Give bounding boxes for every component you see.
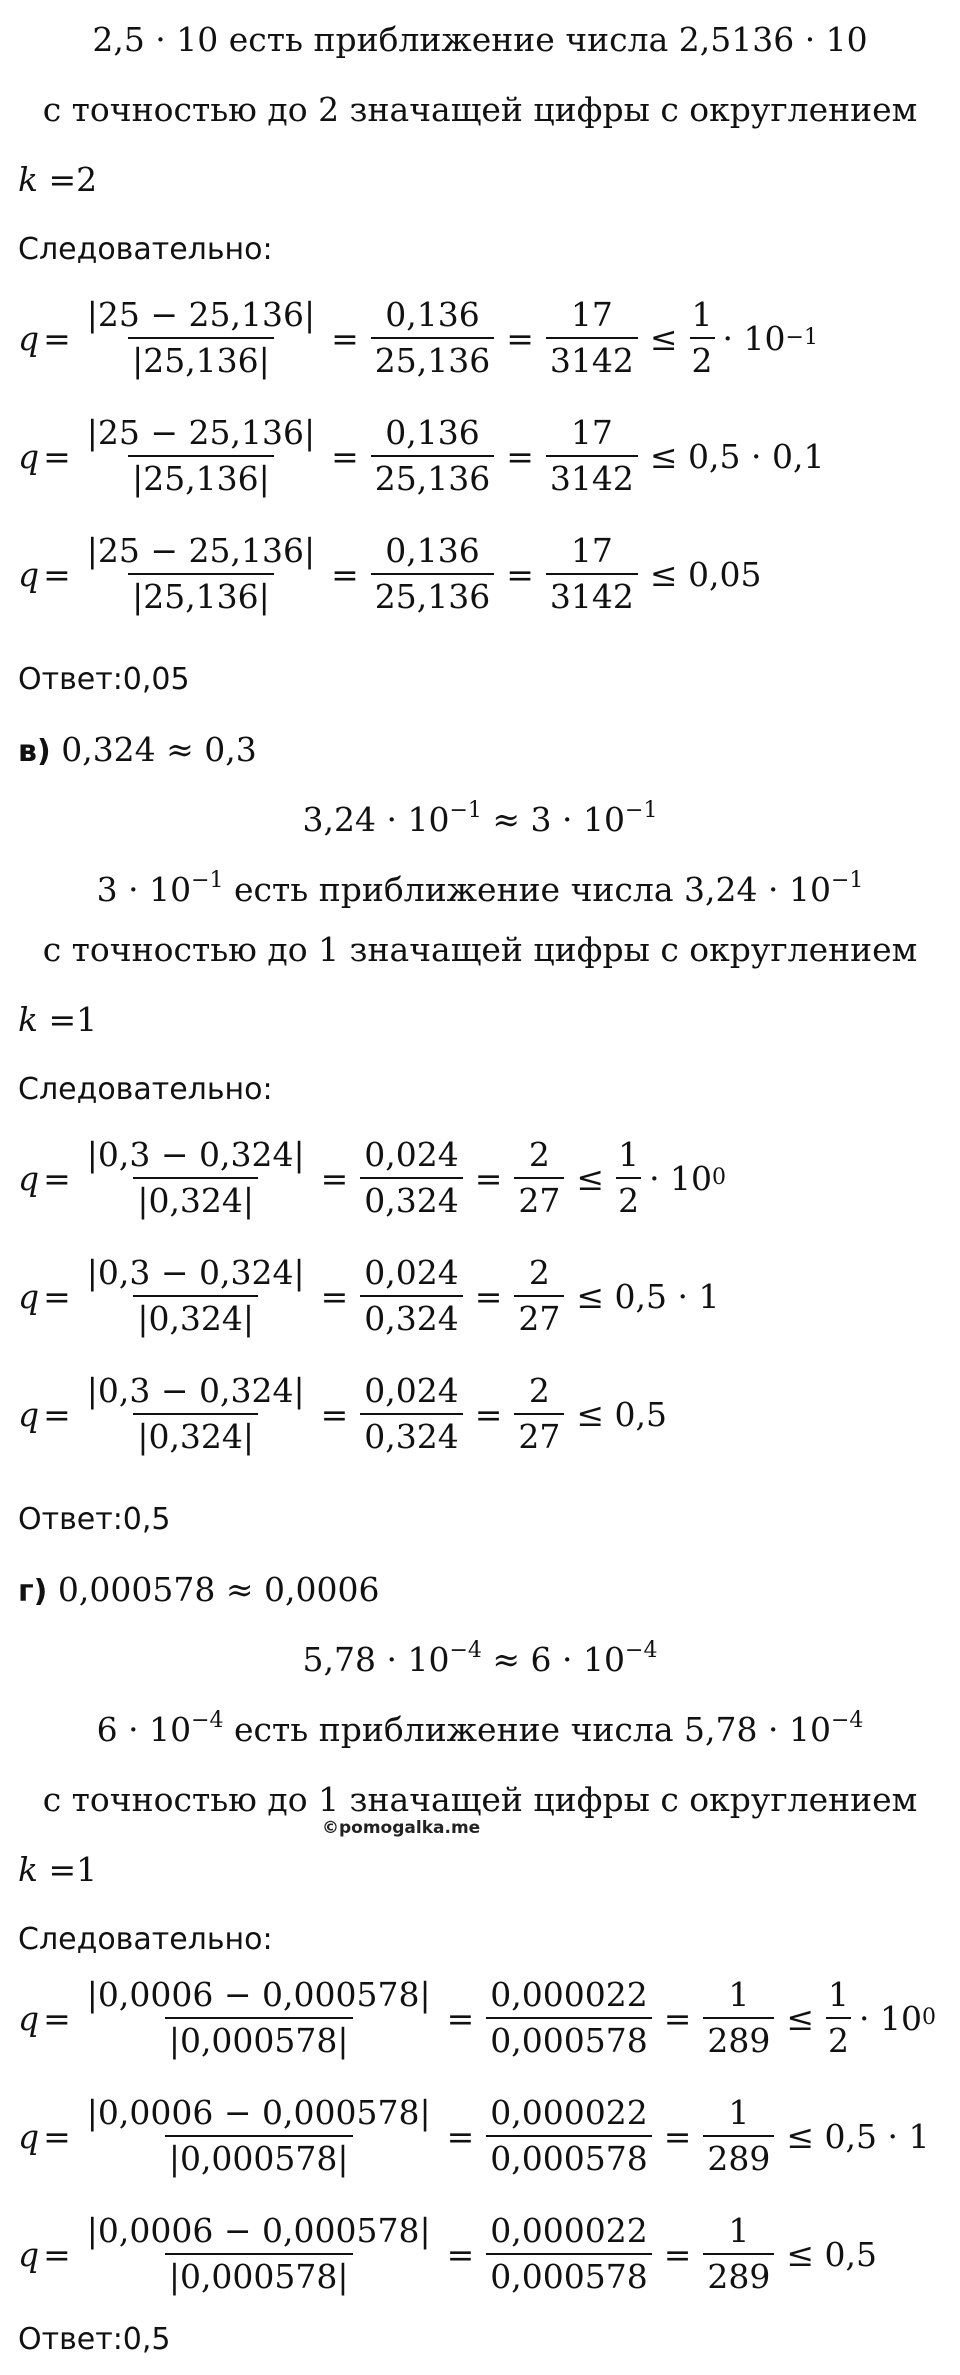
denominator: |0,324| [133,1177,258,1220]
equals-sign: = [320,1158,349,1198]
denominator: 289 [703,2135,774,2178]
fraction [83,2094,435,2178]
denominator: 0,000578 [486,2135,651,2178]
equals-sign: = [320,1394,349,1434]
fraction [514,1136,564,1220]
tail-expression: ≤ 0,5 · 1 [786,2116,930,2156]
sci-notation-v: $3,24 \cdot 10^{-1} \approx 3 \cdot 10^{-1}$ [302,798,658,839]
tail-expression: · 10 [859,1998,922,2038]
fraction [83,1136,309,1220]
sci-notation-g: $5,78 \cdot 10^{-4} \approx 6 \cdot 10^{-4}$ [302,1638,658,1679]
equals-sign: = [43,1276,71,1316]
approx-statement-v: $3 \cdot 10^{-1}$ есть приближение числа $3,24 \cdot 10^{-1}$ [96,868,864,909]
numerator: 2 [528,1371,550,1410]
fraction [83,1254,309,1338]
fraction [360,1372,462,1456]
denominator: 25,136 [371,573,494,616]
denominator: 289 [703,2017,774,2060]
equals-sign: = [43,1394,71,1434]
denominator: 27 [514,1413,564,1456]
equals-sign: = [43,2234,71,2274]
formula-row [18,2094,933,2178]
equals-sign: = [663,2234,692,2274]
equals-sign: = [331,318,359,358]
equals-sign: = [446,2116,475,2156]
fraction [546,532,638,616]
denominator: 289 [703,2253,774,2296]
denominator: 25,136 [371,337,494,380]
equals-sign: = [331,436,359,476]
q-var: q [18,554,40,594]
numerator: 0,024 [364,1371,459,1410]
equals-sign: = [320,1276,349,1316]
q-var: q [18,1998,40,2038]
therefore-label-g: Следовательно: [18,1922,273,1957]
denominator: 27 [514,1177,564,1220]
part-g-approx: 0,000578 ≈ 0,0006 [57,1570,380,1609]
denominator: 3142 [546,455,638,498]
denominator: 2 [826,2017,851,2060]
numerator: |0,3 − 0,324| [86,1371,305,1410]
denominator: 27 [514,1295,564,1338]
fraction [83,414,319,498]
equals-sign: = [43,2116,71,2156]
numerator: 0,136 [385,531,480,570]
equals-sign: = [331,554,359,594]
q-var: q [18,436,40,476]
fraction [514,1254,564,1338]
numerator: |0,0006 − 0,000578| [86,1975,431,2014]
q-var: q [18,1158,40,1198]
numerator: 1 [728,2211,750,2250]
formula-row [18,2212,881,2296]
tail-expression: ≤ 0,05 [649,554,762,594]
tail-expression: ≤ 0,5 · 1 [576,1276,720,1316]
denominator: 25,136 [371,455,494,498]
part-v-heading [18,728,257,774]
numerator: |0,0006 − 0,000578| [86,2211,431,2250]
numerator: 1 [728,2093,750,2132]
answer-g: Ответ:0,5 [18,2322,171,2357]
tail-expression: ≤ 0,5 [786,2234,877,2274]
k-var: k [18,160,38,199]
fraction [486,2094,651,2178]
q-var: q [18,2234,40,2274]
k-value-v: k =1 [18,1000,98,1039]
formula-row [18,532,766,616]
equals-sign: = [663,1998,692,2038]
formula-row [18,1372,671,1456]
formula-row: q = $\frac{|25 - 25,136|}{|25,136|}$ = $\frac{0,136}{25,136}$ = $\frac{17}{3142}$ ≤ $\frac{1}{2}$ · 10 −1 [18,295,818,380]
fraction [486,1976,651,2060]
le-sign: ≤ [786,1998,815,2038]
fraction [546,414,638,498]
denominator: 0,000578 [486,2017,651,2060]
q-var: q [18,1276,40,1316]
q-var: q [18,1394,40,1434]
le-sign: ≤ [576,1158,605,1198]
le-sign: ≤ [649,318,678,358]
therefore-label: Следовательно: [18,232,273,267]
part-v-label: в) [18,734,51,769]
denominator: 0,000578 [486,2253,651,2296]
fraction [826,1976,851,2060]
equals-sign: = [43,1158,71,1198]
numerator: 0,024 [364,1135,459,1174]
fraction [371,296,494,380]
k-value-g: k =1 [18,1850,98,1889]
fraction [703,2212,774,2296]
numerator: |25 − 25,136| [86,531,316,570]
numerator: 2 [528,1253,550,1292]
denominator: 2 [690,337,715,380]
numerator: |0,0006 − 0,000578| [86,2093,431,2132]
formula-row: q = $\frac{|0,0006 - 0,000578|}{|0,000578|}$ = $\frac{0,000022}{0,000578}$ = $\frac{1}{289}$ ≤ $\frac{1}{2}$ · 10 0 [18,1975,936,2060]
fraction [83,1976,435,2060]
tail-expression: ≤ 0,5 [576,1394,668,1434]
q-var: q [18,2116,40,2156]
fraction [703,1976,774,2060]
equals-sign: = [474,1158,503,1198]
equals-sign: = [474,1276,503,1316]
numerator: 0,000022 [490,2211,648,2250]
fraction [690,296,715,380]
fraction [360,1136,462,1220]
fraction [360,1254,462,1338]
precision-statement-v: с точностью до 1 значащей цифры с округлением [42,930,918,969]
approx-statement-g: $6 \cdot 10^{-4}$ есть приближение числа $5,78 \cdot 10^{-4}$ [96,1708,864,1749]
numerator: 1 [691,295,713,334]
denominator: 0,324 [360,1295,462,1338]
approx-statement: 2,5 · 10 есть приближение числа 2,5136 · 10 [92,20,868,59]
denominator: |0,000578| [165,2135,353,2178]
formula-row [18,414,828,498]
precision-statement: с точностью до 2 значащей цифры с округлением [42,90,918,129]
numerator: 1 [828,1975,850,2014]
equals-sign: = [43,554,71,594]
denominator: 3142 [546,337,638,380]
tail-expression: · 10 [649,1158,713,1198]
denominator: 0,324 [360,1177,462,1220]
numerator: 1 [728,1975,750,2014]
numerator: 0,000022 [490,2093,648,2132]
denominator: |25,136| [128,455,274,498]
equals-sign: = [474,1394,503,1434]
numerator: |25 − 25,136| [86,295,316,334]
equals-sign: = [506,436,534,476]
denominator: |25,136| [128,337,274,380]
fraction [371,532,494,616]
equals-sign: = [446,1998,475,2038]
fraction [83,2212,435,2296]
denominator: |0,000578| [165,2017,353,2060]
tail-expression: · 10 [722,318,786,358]
numerator: 0,000022 [490,1975,648,2014]
denominator: 0,324 [360,1413,462,1456]
numerator: |0,3 − 0,324| [86,1135,305,1174]
numerator: 0,136 [385,413,480,452]
numerator: 17 [570,295,613,334]
numerator: 1 [618,1135,640,1174]
denominator: 2 [616,1177,641,1220]
equals-sign: = [663,2116,692,2156]
numerator: |0,3 − 0,324| [86,1253,305,1292]
fraction [83,296,319,380]
fraction [514,1372,564,1456]
q-var: q [18,318,40,358]
equals-sign: = [446,2234,475,2274]
numerator: |25 − 25,136| [86,413,316,452]
equals-sign: = [506,318,534,358]
equals-sign: = [43,436,71,476]
denominator: |0,000578| [165,2253,353,2296]
k-value: k =2 [18,160,98,199]
numerator: 17 [570,531,613,570]
watermark: ©pomogalka.me [322,1818,481,1838]
denominator: |0,324| [133,1295,258,1338]
numerator: 2 [528,1135,550,1174]
denominator: |0,324| [133,1413,258,1456]
tail-expression: ≤ 0,5 · 0,1 [649,436,825,476]
part-g-label: г) [18,1574,48,1609]
denominator: 3142 [546,573,638,616]
fraction [371,414,494,498]
numerator: 17 [570,413,613,452]
fraction [83,532,319,616]
numerator: 0,024 [364,1253,459,1292]
fraction [616,1136,641,1220]
numerator: 0,136 [385,295,480,334]
fraction [83,1372,309,1456]
part-v-approx: 0,324 ≈ 0,3 [61,730,257,769]
denominator: |25,136| [128,573,274,616]
fraction [703,2094,774,2178]
part-g-heading [18,1568,379,1614]
fraction [486,2212,651,2296]
equals-sign: = [43,1998,71,2038]
precision-statement-g: с точностью до 1 значащей цифры с округлением [42,1780,918,1819]
therefore-label-v: Следовательно: [18,1072,273,1107]
formula-row: q = $\frac{|0,3 - 0,324|}{|0,324|}$ = $\frac{0,024}{0,324}$ = $\frac{2}{27}$ ≤ $\frac{1}{2}$ · 10 0 [18,1135,727,1220]
answer-b: Ответ:0,05 [18,662,190,697]
equals-sign: = [43,318,71,358]
equals-sign: = [506,554,534,594]
fraction [546,296,638,380]
formula-row [18,1254,724,1338]
answer-v: Ответ:0,5 [18,1502,171,1537]
